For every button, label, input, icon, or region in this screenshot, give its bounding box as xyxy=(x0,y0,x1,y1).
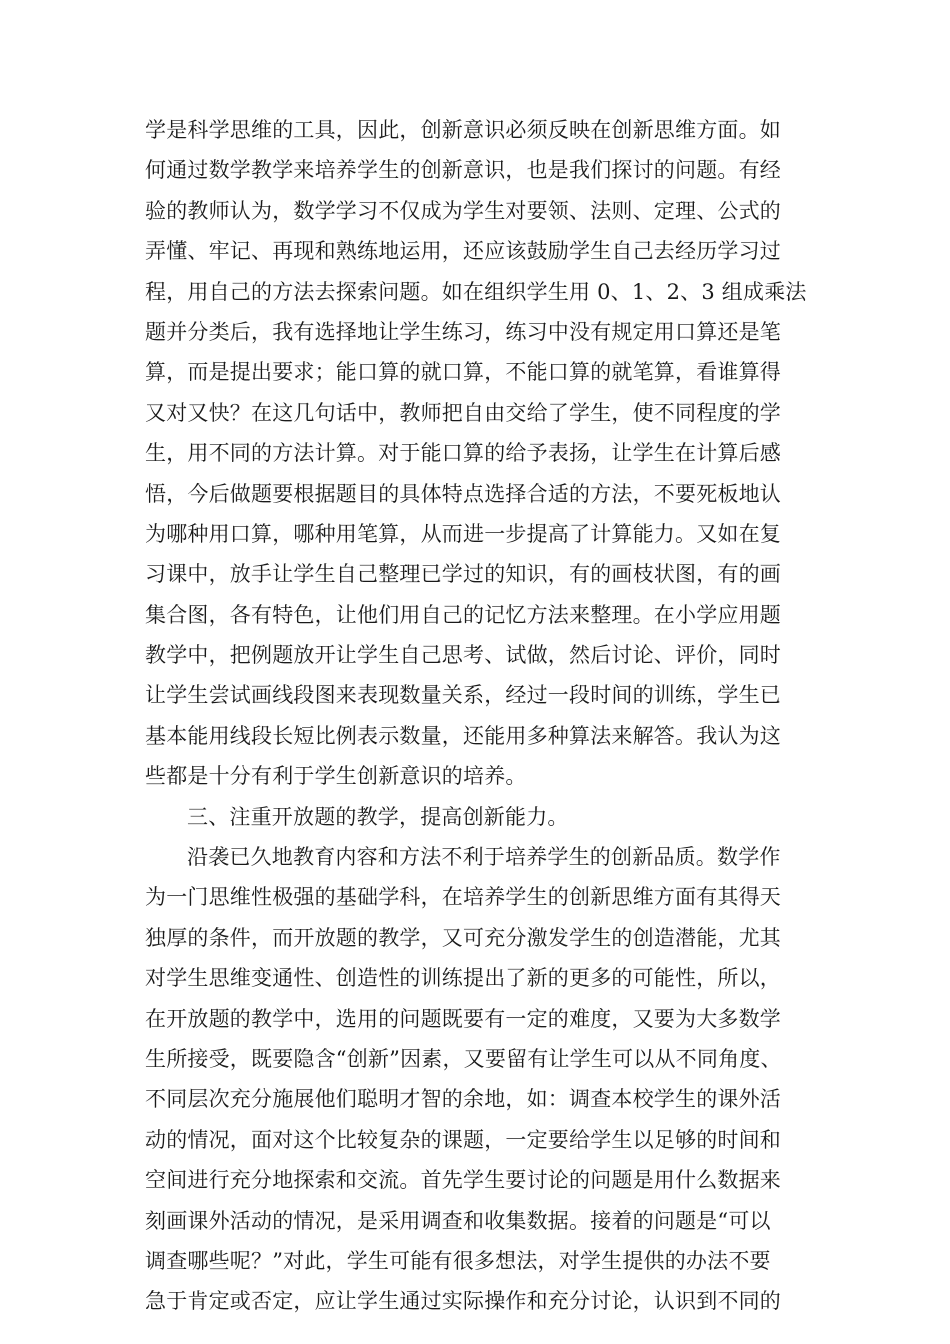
text-line: 刻画课外活动的情况，是采用调查和收集数据。接着的问题是“可以 xyxy=(145,1208,771,1233)
text-line: 不同层次充分施展他们聪明才智的余地，如：调查本校学生的课外活 xyxy=(145,1087,781,1112)
text-line: 程，用自己的方法去探索问题。如在组织学生用 0、1、2、3 组成乘法 xyxy=(145,279,807,304)
text-line: 算，而是提出要求；能口算的就口算，不能口算的就笔算，看谁算得 xyxy=(145,360,781,385)
text-line: 急于肯定或否定，应让学生通过实际操作和充分讨论，认识到不同的 xyxy=(145,1289,781,1314)
text-line: 三、注重开放题的教学，提高创新能力。 xyxy=(187,804,569,829)
text-line: 习课中，放手让学生自己整理已学过的知识，有的画枝状图，有的画 xyxy=(145,562,781,587)
text-line: 学是科学思维的工具，因此，创新意识必须反映在创新思维方面。如 xyxy=(145,118,781,142)
text-line: 教学中，把例题放开让学生自己思考、试做，然后讨论、评价，同时 xyxy=(145,643,781,668)
text-line: 验的教师认为，数学学习不仅成为学生对要领、法则、定理、公式的 xyxy=(145,198,781,223)
text-line: 沿袭已久地教育内容和方法不利于培养学生的创新品质。数学作 xyxy=(187,845,781,870)
text-line: 基本能用线段长短比例表示数量，还能用多种算法来解答。我认为这 xyxy=(145,723,781,748)
text-line: 集合图，各有特色，让他们用自己的记忆方法来整理。在小学应用题 xyxy=(145,602,781,627)
text-line: 为哪种用口算，哪种用笔算，从而进一步提高了计算能力。又如在复 xyxy=(145,521,781,546)
text-line: 何通过数学教学来培养学生的创新意识，也是我们探讨的问题。有经 xyxy=(145,158,781,183)
text-line: 些都是十分有利于学生创新意识的培养。 xyxy=(145,764,527,789)
text-line: 又对又快？在这几句话中，教师把自由交给了学生，使不同程度的学 xyxy=(145,400,781,425)
text-line: 让学生尝试画线段图来表现数量关系，经过一段时间的训练，学生已 xyxy=(145,683,781,708)
text-line: 悟，今后做题要根据题目的具体特点选择合适的方法，不要死板地认 xyxy=(145,481,781,506)
document-body xyxy=(145,110,810,1322)
text-line: 题并分类后，我有选择地让学生练习，练习中没有规定用口算还是笔 xyxy=(145,319,781,344)
text-line: 生，用不同的方法计算。对于能口算的给予表扬，让学生在计算后感 xyxy=(145,441,781,466)
text-line: 为一门思维性极强的基础学科，在培养学生的创新思维方面有其得天 xyxy=(145,885,781,910)
text-line: 在开放题的教学中，选用的问题既要有一定的难度，又要为大多数学 xyxy=(145,1006,781,1031)
text-line: 生所接受，既要隐含“创新”因素，又要留有让学生可以从不同角度、 xyxy=(145,1046,782,1071)
text-line: 调查哪些呢？”对此，学生可能有很多想法，对学生提供的办法不要 xyxy=(145,1248,771,1273)
text-line: 弄懂、牢记、再现和熟练地运用，还应该鼓励学生自己去经历学习过 xyxy=(145,239,781,264)
text-line: 空间进行充分地探索和交流。首先学生要讨论的问题是用什么数据来 xyxy=(145,1168,781,1193)
text-line: 独厚的条件，而开放题的教学，又可充分激发学生的创造潜能，尤其 xyxy=(145,925,781,950)
text-line: 对学生思维变通性、创造性的训练提出了新的更多的可能性，所以， xyxy=(145,966,781,991)
text-line: 动的情况，面对这个比较复杂的课题，一定要给学生以足够的时间和 xyxy=(145,1127,781,1152)
